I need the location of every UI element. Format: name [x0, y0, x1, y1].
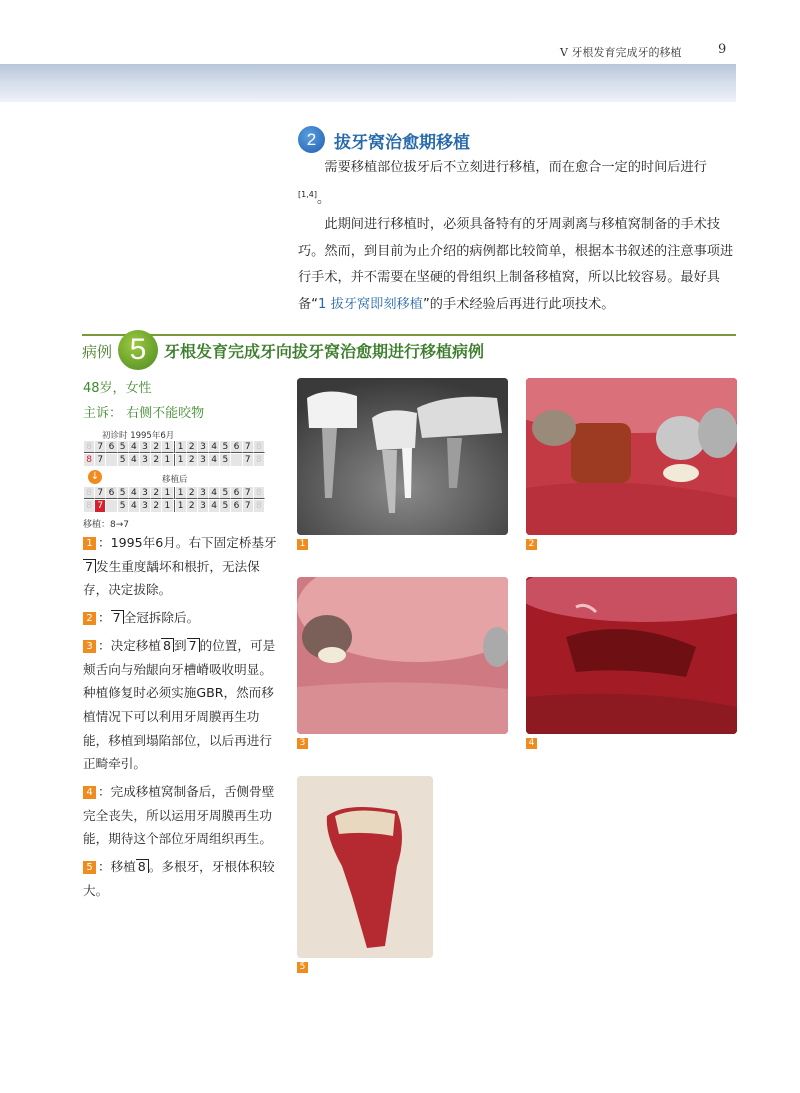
tooth-cell	[106, 500, 117, 512]
tooth-cell: 7	[243, 454, 254, 466]
tooth-chart-upper-2	[84, 487, 265, 499]
chief-complaint: 主诉： 右侧不能咬物	[83, 406, 205, 421]
tooth-cell: 6	[231, 441, 242, 453]
tooth-cell: 3	[140, 487, 151, 499]
surgical-photo	[526, 577, 737, 734]
case-number-badge: 5	[118, 330, 158, 370]
note-4: 4 ：完成移植窝制备后，舌侧骨壁完全丧失，所以运用牙周膜再生功能，期待这个部位牙周组织再生。	[83, 784, 275, 847]
tooth-chart-lower-2	[84, 500, 265, 512]
tooth-cell: 5	[220, 441, 231, 453]
patient-age: 48岁，女性	[83, 381, 152, 396]
tooth-cell	[106, 454, 117, 466]
tooth-cell: 8	[254, 454, 265, 466]
tooth-cell: 7	[243, 487, 254, 499]
tooth-cell: 8	[84, 500, 95, 512]
section-number-badge: 2	[298, 126, 325, 153]
tooth-cell: 3	[140, 454, 151, 466]
running-header: V 牙根发育完成牙的移植	[560, 46, 682, 59]
photo-label: 2	[526, 539, 537, 550]
tooth-cell: 1	[162, 454, 173, 466]
note-tag: 5	[83, 861, 96, 874]
tooth-cell: 5	[220, 487, 231, 499]
tooth-cell: 1	[176, 454, 187, 466]
tooth-cell: 7	[95, 441, 106, 453]
tooth-cell: 5	[118, 487, 129, 499]
tooth-cell: 4	[209, 487, 220, 499]
note-tag: 3	[83, 640, 96, 653]
tooth-cell: 8	[254, 487, 265, 499]
tooth-cell: 2	[187, 500, 198, 512]
tooth-cell: 4	[129, 441, 140, 453]
tooth-cell: 7	[95, 487, 106, 499]
tooth-cell: 6	[106, 441, 117, 453]
transplant-note: 移植：8→7	[83, 520, 129, 530]
case-divider	[82, 334, 736, 336]
tooth-cell: 6	[106, 487, 117, 499]
tooth-cell	[231, 454, 242, 466]
photo-label: 3	[297, 738, 308, 749]
note-5: 5 ：移植 8 。多根牙，牙根体积较大。	[83, 859, 275, 898]
tooth-cell: 1	[176, 441, 187, 453]
tooth-cell: 1	[176, 487, 187, 499]
tooth-cell: 1	[162, 441, 173, 453]
tooth-cell: 4	[129, 487, 140, 499]
tooth-cell: 5	[118, 441, 129, 453]
tooth-cell: 4	[129, 500, 140, 512]
case-notes	[83, 531, 279, 907]
tooth-cell: 1	[176, 500, 187, 512]
note-tag: 4	[83, 786, 96, 799]
tooth-cell: 4	[209, 441, 220, 453]
tooth-cell: 8	[84, 454, 95, 466]
tooth-cell: 3	[198, 441, 209, 453]
page-number: 9	[718, 42, 727, 57]
chart-after-transplant: 移植后	[162, 475, 188, 485]
photo-label: 1	[297, 539, 308, 550]
header-band	[0, 64, 736, 102]
tooth-chart-upper-1	[84, 441, 265, 453]
case-title: 牙根发育完成牙向拔牙窝治愈期进行移植病例	[164, 342, 485, 361]
tooth-cell: 8	[254, 500, 265, 512]
tooth-cell: 6	[231, 500, 242, 512]
paragraph-1: 需要移植部位拔牙后不立刻进行移植，而在愈合一定的时间后进行[1,4]。	[298, 160, 707, 206]
tooth-cell: 5	[220, 454, 231, 466]
tooth-cell: 2	[187, 454, 198, 466]
tooth-cell: 4	[209, 454, 220, 466]
tooth-cell: 2	[187, 487, 198, 499]
note-3: 3 ：决定移植 8 到 7 的位置，可是颊舌向与殆龈向牙槽嵴吸收明显。种植修复时必须实施GBR，然而移植情况下可以利用牙周膜再生功能，移植到塌陷部位，以后再进行正畸牵引。	[83, 637, 276, 772]
reference-mark: [1,4]	[298, 189, 317, 199]
tooth-cell: 3	[140, 500, 151, 512]
tooth-cell: 8	[84, 487, 95, 499]
photo-label: 4	[526, 738, 537, 749]
extracted-tooth-photo	[297, 776, 433, 958]
tooth-cell: 8	[254, 441, 265, 453]
tooth-cell: 2	[187, 441, 198, 453]
photo-label: 5	[297, 962, 308, 973]
tooth-cell: 1	[162, 500, 173, 512]
note-tag: 1	[83, 537, 96, 550]
tooth-cell: 6	[231, 487, 242, 499]
tooth-cell: 1	[162, 487, 173, 499]
tooth-cell: 8	[84, 441, 95, 453]
clinical-photo	[526, 378, 737, 535]
tooth-cell: 5	[220, 500, 231, 512]
tooth-cell: 3	[198, 500, 209, 512]
tooth-cell: 2	[151, 454, 162, 466]
tooth-chart-lower-1	[84, 454, 265, 466]
clinical-photo	[297, 577, 508, 734]
tooth-cell: 3	[198, 487, 209, 499]
tooth-cell: 3	[198, 454, 209, 466]
tooth-cell: 7	[243, 500, 254, 512]
paragraph-2: 此期间进行移植时，必须具备特有的牙周剥离与移植窝制备的手术技巧。然而，到目前为止介绍的病例都比较简单，根据本书叙述的注意事项进行手术，并不需要在坚硬的骨组织上制备移植窝，所以比较容易。最好具备“1 拔牙窝即刻移植”的手术经验后再进行此项技术。	[298, 217, 734, 312]
note-2: 2 ： 7 全冠拆除后。	[83, 606, 279, 630]
tooth-cell: 5	[118, 454, 129, 466]
section-title: 拔牙窝治愈期移植	[334, 133, 470, 153]
tooth-cell: 2	[151, 441, 162, 453]
chart-first-visit: 初诊时 1995年6月	[102, 431, 175, 441]
note-tag: 2	[83, 612, 96, 625]
tooth-cell: 7	[95, 454, 106, 466]
tooth-cell: 5	[118, 500, 129, 512]
tooth-cell: 2	[151, 487, 162, 499]
tooth-cell: 7	[243, 441, 254, 453]
case-label: 病例	[82, 343, 113, 361]
arrow-down-icon: ↓	[88, 470, 102, 484]
tooth-cell: 7	[95, 500, 106, 512]
tooth-cell: 4	[129, 454, 140, 466]
tooth-cell: 4	[209, 500, 220, 512]
xray-image	[297, 378, 508, 535]
cross-reference-link: 1 拔牙窝即刻移植	[318, 296, 423, 312]
section-body	[298, 155, 738, 318]
note-1: 1 ：1995年6月。右下固定桥基牙7 发生重度龋坏和根折，无法保存，决定拔除。	[83, 535, 277, 598]
tooth-cell: 2	[151, 500, 162, 512]
tooth-cell: 3	[140, 441, 151, 453]
